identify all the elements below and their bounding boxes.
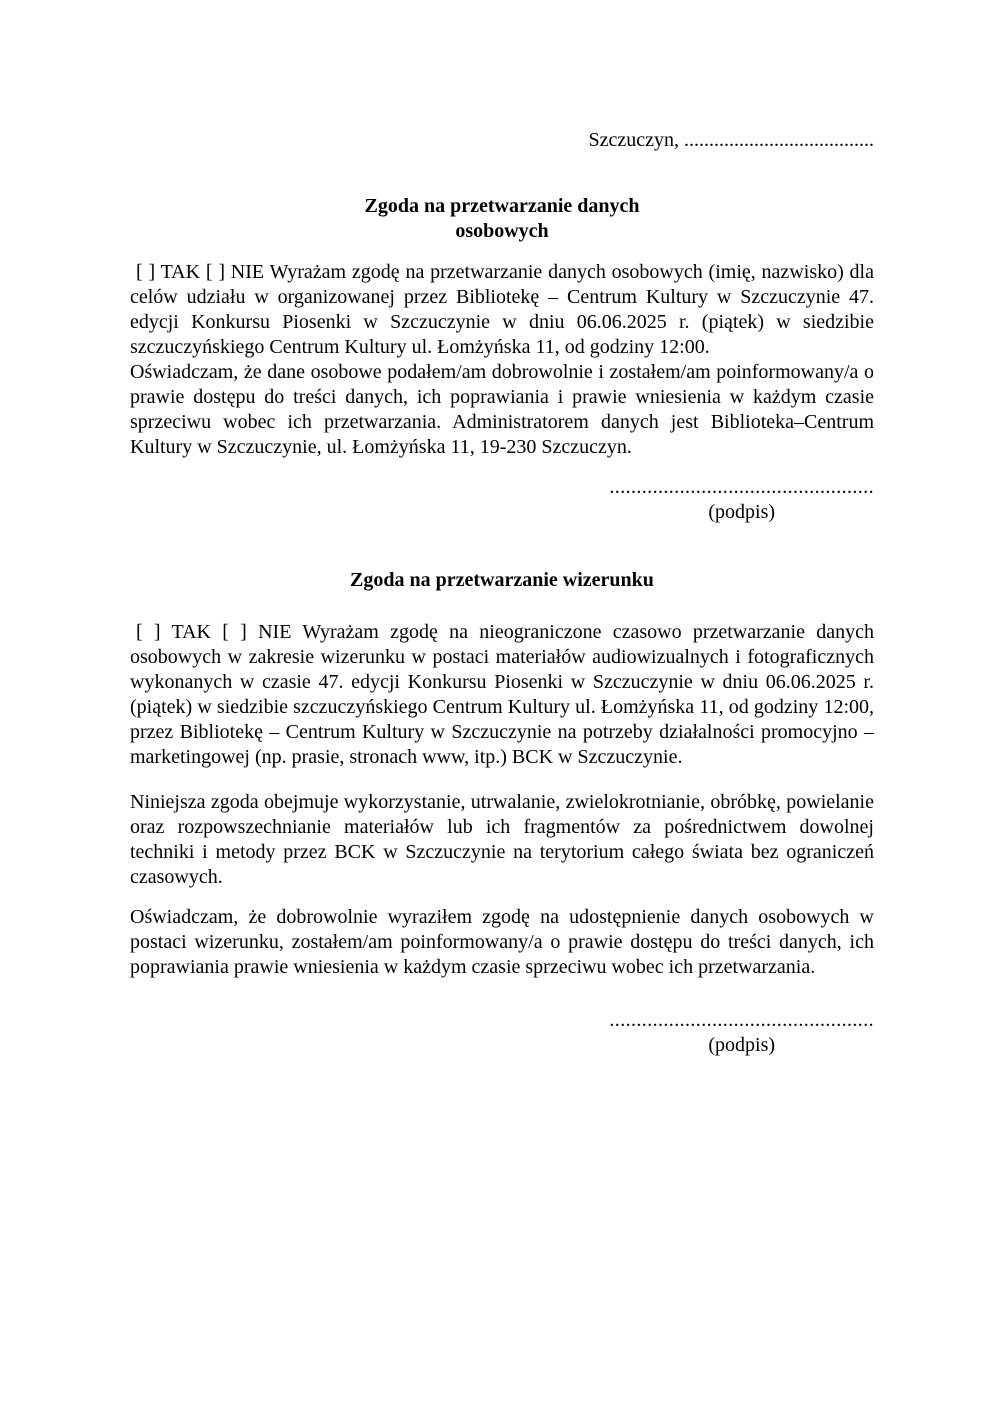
- place-and-date-line: Szczuczyn, ......................................: [588, 129, 874, 151]
- section1-signature-label: (podpis): [708, 501, 776, 523]
- section1-title-line1: Zgoda na przetwarzanie danych: [364, 195, 640, 217]
- section2-signature-block: [609, 1008, 874, 1058]
- section1-title-line2: osobowych: [455, 220, 549, 242]
- section1-signature-block: [609, 475, 874, 525]
- section2-declaration-paragraph: Oświadczam, że dobrowolnie wyraziłem zgodę na udostępnienie danych osobowych w postaci wizerunku, zostałem/am poinformowany/a o prawie dostępu do treści danych, ich poprawiania prawie wniesienia w każdym czasie sprzeciwu wobec ich przetwarzania.: [130, 906, 874, 978]
- section2-scope-paragraph: Niniejsza zgoda obejmuje wykorzystanie, utrwalanie, zwielokrotnianie, obróbkę, powielanie oraz rozpowszechnianie materiałów lub ich fragmentów za pośrednictwem dowolnej techniki i metody przez BCK w Szczuczynie na terytorium całego świata bez ograniczeń czasowych.: [130, 791, 874, 888]
- section1-signature-line: .................................................: [609, 476, 874, 498]
- section2-signature-line: .................................................: [609, 1009, 874, 1031]
- section2-title: Zgoda na przetwarzanie wizerunku: [350, 569, 654, 591]
- section2-consent-paragraph: [ ] TAK [ ] NIE Wyrażam zgodę na nieograniczone czasowo przetwarzanie danych osobowych w zakresie wizerunku w postaci materiałów audiowizualnych i fotograficznych wykonanych w czasie 47. edycji Konkursu Piosenki w Szczuczynie w dniu 06.06.2025 r. (piątek) w siedzibie szczuczyńskiego Centrum Kultury ul. Łomżyńska 11, od godziny 12:00, przez Bibliotekę – Centrum Kultury w Szczuczynie na potrzeby działalności promocyjno – marketingowej (np. prasie, stronach www, itp.) BCK w Szczuczynie.: [130, 621, 874, 768]
- section1-title: [130, 194, 874, 244]
- section1-declaration-paragraph: Oświadczam, że dane osobowe podałem/am dobrowolnie i zostałem/am poinformowany/a o prawie dostępu do treści danych, ich poprawiania i prawie wniesienia w każdym czasie sprzeciwu wobec ich przetwarzania. Administratorem danych jest Biblioteka–Centrum Kultury w Szczuczynie, ul. Łomżyńska 11, 19-230 Szczuczyn.: [130, 361, 874, 458]
- section2-signature-label: (podpis): [708, 1034, 776, 1056]
- section1-consent-paragraph: [ ] TAK [ ] NIE Wyrażam zgodę na przetwarzanie danych osobowych (imię, nazwisko) dla celów udziału w organizowanej przez Bibliotekę – Centrum Kultury w Szczuczynie 47. edycji Konkursu Piosenki w Szczuczynie w dniu 06.06.2025 r. (piątek) w siedzibie szczuczyńskiego Centrum Kultury ul. Łomżyńska 11, od godziny 12:00.: [130, 261, 874, 358]
